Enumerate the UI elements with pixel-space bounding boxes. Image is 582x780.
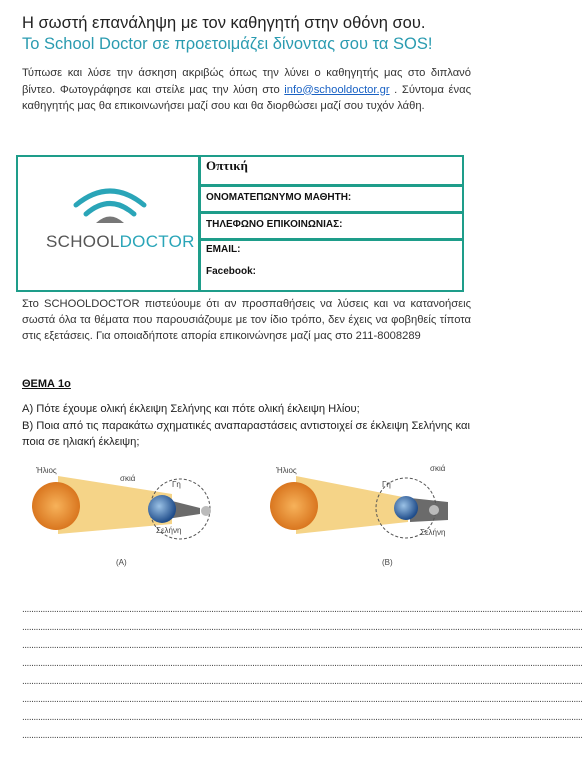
wifi-logo-icon (70, 183, 150, 233)
subject-field: Οπτική (199, 155, 464, 186)
intro-text-after: . Σύντομα ένας καθηγητής μας θα επικοινωνήσει μαζί σου και θα διορθώσει μαζί σου τυχόν λάθη. (22, 83, 471, 112)
logo-doctor: DOCTOR (119, 232, 195, 251)
phone-field[interactable]: ΤΗΛΕΦΩΝΟ ΕΠΙΚΟΙΝΩΝΙΑΣ: (199, 212, 464, 240)
intro-text-before: Τύπωσε και λύσε την άσκηση ακριβώς όπως την λύνει ο καθηγητής μας στο διπλανό βίντεο. Φωτογράφησε και στείλε μας την λύση στο (22, 67, 471, 96)
answer-line[interactable]: ...................................................................................................................................................................................................................................................... (22, 658, 582, 669)
info-paragraph: Στο SCHOOLDOCTOR πιστεύουμε ότι αν προσπαθήσεις να λύσεις και να κατανοήσεις σωστά όλα τα θέματα που παρουσιάζουμε με τον ίδιο τρόπο, δεν έχεις να φοβηθείς τίποτα στις εξετάσεις. Για οποιαδήποτε απορία επικοινώνησε μαζί μας στο 211-8008289 (22, 298, 471, 342)
shadow-label-a: σκιά (120, 474, 136, 483)
answer-line[interactable]: ...................................................................................................................................................................................................................................................... (22, 622, 582, 633)
answer-line[interactable]: ...................................................................................................................................................................................................................................................... (22, 730, 582, 741)
question-b: Β) Ποια από τις παρακάτω σχηματικές αναπαραστάσεις αντιστοιχεί σε έκλειψη Σελήνης και ποια σε ηλιακή έκλειψη; (22, 420, 470, 448)
answer-line[interactable]: ...................................................................................................................................................................................................................................................... (22, 676, 582, 687)
intro-paragraph (22, 65, 471, 115)
facebook-label: Facebook: (206, 266, 257, 277)
figure-b (268, 462, 468, 542)
email-link[interactable]: info@schooldoctor.gr (284, 83, 390, 96)
caption-a: (A) (116, 558, 127, 567)
sun-label-a: Ήλιος (36, 466, 57, 475)
answer-line[interactable]: ...................................................................................................................................................................................................................................................... (22, 694, 582, 705)
email-label: EMAIL: (206, 244, 241, 255)
answer-line[interactable]: ...................................................................................................................................................................................................................................................... (22, 604, 582, 615)
logo-school: SCHOOL (46, 232, 120, 251)
earth-label-a: Γη (172, 480, 181, 489)
logo-cell (16, 155, 200, 292)
sun-label-b: Ήλιος (276, 466, 297, 475)
answer-line[interactable]: ...................................................................................................................................................................................................................................................... (22, 712, 582, 723)
caption-b: (B) (382, 558, 393, 567)
student-name-field[interactable]: ΟΝΟΜΑΤΕΠΩΝΥΜΟ ΜΑΘΗΤΗ: (199, 185, 464, 213)
earth-label-b: Γη (382, 480, 391, 489)
page-subtitle: Το School Doctor σε προετοιμάζει δίνοντας σου τα SOS! (22, 35, 433, 53)
email-facebook-field[interactable] (199, 239, 464, 292)
theme-title: ΘΕΜΑ 1ο (22, 378, 71, 390)
answer-line[interactable]: ...................................................................................................................................................................................................................................................... (22, 640, 582, 651)
question-a: Α) Πότε έχουμε ολική έκλειψη Σελήνης και πότε ολική έκλειψη Ηλίου; (22, 403, 360, 415)
moon-label-a: Σελήνη (156, 526, 182, 535)
moon-label-b: Σελήνη (420, 528, 446, 537)
page-title: Η σωστή επανάληψη με τον καθηγητή στην οθόνη σου. (22, 14, 426, 32)
figure-a (30, 462, 230, 542)
logo-wordmark (46, 232, 195, 252)
shadow-label-b: σκιά (430, 464, 446, 473)
